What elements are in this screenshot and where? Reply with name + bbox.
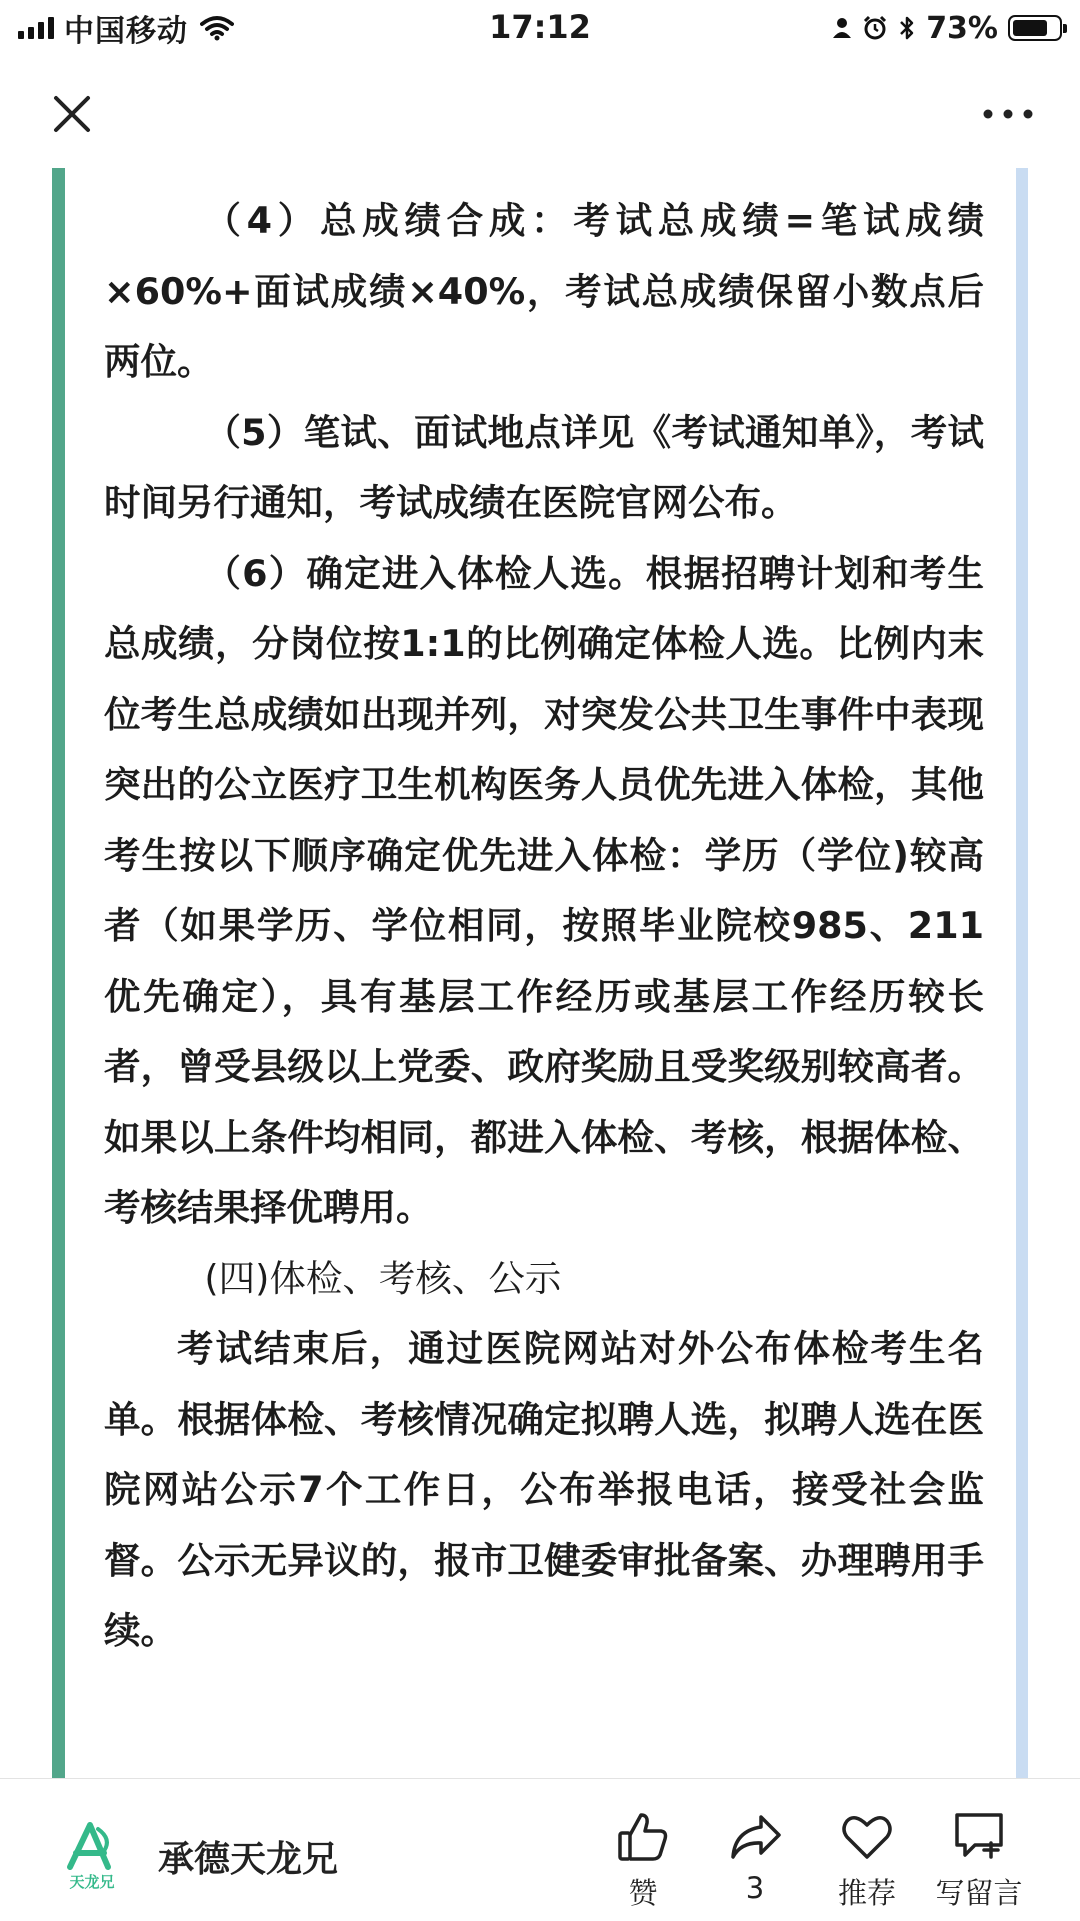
recommend-button[interactable] (812, 1809, 922, 1912)
quote-bar-left (52, 168, 65, 1778)
brand-name[interactable]: 承德天龙兄 (158, 1839, 339, 1880)
share-icon (727, 1809, 783, 1865)
status-right (832, 8, 1062, 48)
section-heading: (四)体检、考核、公示 (204, 1256, 562, 1300)
comment-icon (951, 1809, 1007, 1865)
article-body (0, 168, 1080, 1778)
location-icon (832, 16, 852, 40)
paragraph-medical-candidates: （6）确定进入体检人选。根据招聘计划和考生总成绩，分岗位按1:1的比例确定体检人选。比例内末位考生总成绩如出现并列，对突发公共卫生事件中表现突出的公立医疗卫生机构医务人员优先进入体检，其他考生按以下顺序确定优先进入体检：学历（学位)较高者（如果学历、学位相同，按照毕业院校985、211优先确定），具有基层工作经历或基层工作经历较长者，曾受县级以上党委、政府奖励且受奖级别较高者。如果以上条件均相同，都进入体检、考核，根据体检、考核结果择优聘用。 (104, 551, 984, 1229)
alarm-icon (862, 15, 888, 41)
recommend-label: 推荐 (837, 1876, 896, 1910)
battery-percent: 73% (926, 10, 998, 46)
status-bar (0, 0, 1080, 56)
share-button[interactable] (700, 1809, 810, 1905)
nav-bar (0, 56, 1080, 169)
more-icon[interactable] (980, 92, 1036, 136)
comment-label: 写留言 (935, 1876, 1023, 1910)
share-count: 3 (745, 1871, 765, 1905)
thumbs-up-icon (615, 1809, 671, 1865)
brand-logo[interactable] (60, 1821, 124, 1893)
quote-bar-right (1016, 168, 1028, 1778)
battery-icon (1008, 15, 1062, 41)
paragraph-exam-location: （5）笔试、面试地点详见《考试通知单》，考试时间另行通知，考试成绩在医院官网公布。 (104, 410, 984, 524)
close-icon[interactable] (44, 86, 100, 142)
clock: 17:12 (489, 8, 591, 46)
comment-button[interactable] (924, 1809, 1034, 1912)
paragraph-publicity: 考试结束后，通过医院网站对外公布体检考生名单。根据体检、考核情况确定拟聘人选，拟聘人选在医院网站公示7个工作日，公布举报电话，接受社会监督。公示无异议的，报市卫健委审批备案、办理聘用手续。 (104, 1327, 984, 1652)
like-button[interactable] (588, 1809, 698, 1912)
heart-icon (839, 1809, 895, 1865)
paragraph-score-composition: （4）总成绩合成：考试总成绩=笔试成绩×60%+面试成绩×40%，考试总成绩保留小数点后两位。 (104, 199, 984, 383)
like-label: 赞 (628, 1876, 658, 1910)
article-content (104, 186, 984, 1667)
bottom-toolbar (0, 1778, 1080, 1921)
carrier-name: 中国移动 (64, 14, 188, 49)
svg-text:天龙兄: 天龙兄 (69, 1873, 115, 1891)
bluetooth-icon (898, 14, 916, 42)
